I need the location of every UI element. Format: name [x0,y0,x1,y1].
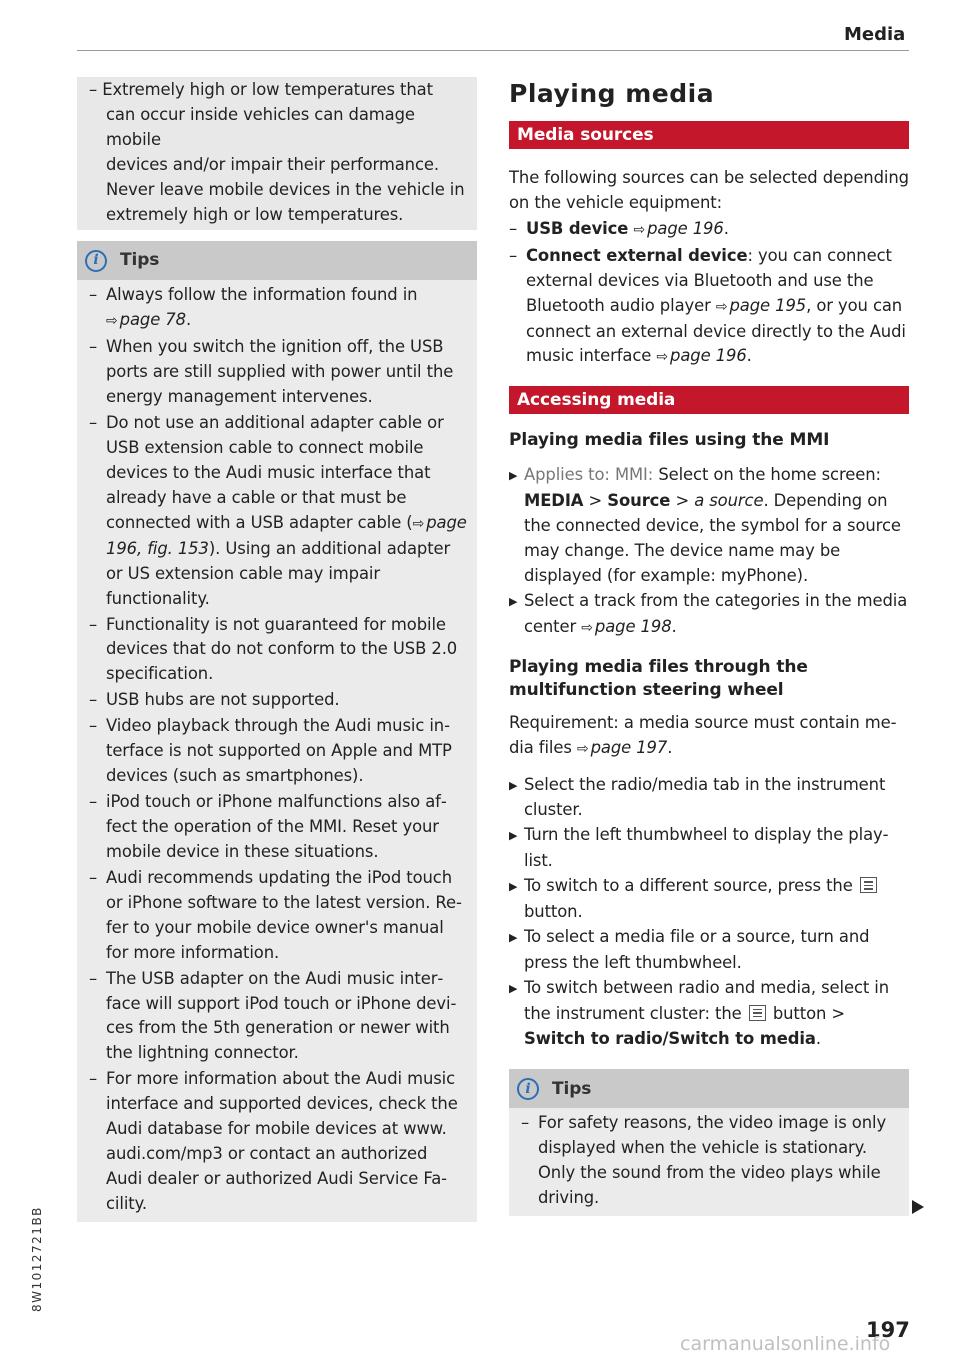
info-circle-icon: i [85,250,107,272]
note-line: Never leave mobile devices in the vehicle in [106,179,465,199]
page-reference[interactable]: ⇨ page 195 [715,295,807,315]
page-reference[interactable]: ⇨ page 196, fig. 153 [106,512,467,558]
arrow-right-outline-icon: ⇨ [412,515,425,532]
tip-item: – For safety reasons, the video image is only displayed when the vehicle is stationary. Only the sound from the video plays while driving. [521,1113,887,1208]
note-line: devices and/or impair their performance. [106,154,439,174]
tip-item: – Audi recommends updating the iPod touch or iPhone software to the latest version. Refer to your mobile device owner's manual for more information. [89,867,462,962]
arrow-right-outline-icon: ⇨ [106,313,118,330]
intro-paragraph: The following sources can be selected depending on the vehicle equipment: [509,168,909,212]
tips-label: Tips [120,250,160,271]
note-line: can occur inside vehicles can damage mobile [106,104,415,149]
triangle-bullet-icon: ▶ [509,981,518,995]
requirement-paragraph: Requirement: a media source must contain media files ⇨ page 197. [509,712,897,757]
triangle-right-icon [912,1200,924,1214]
step-item: ▶ To select a media file or a source, turn and press the left thumbwheel. [509,926,870,972]
tip-item: – For more information about the Audi music interface and supported devices, check the Audi database for mobile devices at www. audi.com/mp3 or contact an authorized Audi dealer or authorized Audi Service Facility. [89,1069,458,1213]
document-code: 8W1012721BB [30,1206,44,1312]
tips-header [509,1069,909,1108]
tips-list [509,1108,909,1216]
step-item: ▶ To switch to a different source, press the button. [509,874,909,925]
note-line: extremely high or low temperatures. [106,204,404,224]
warning-note-continuation [77,77,477,230]
step-item: ▶ Applies to: MMI: Select on the home screen: MEDIA > Source > a source. Depending on the connected device, the symbol for a source may change. The device name may be displayed (for example: myPhone). [509,465,901,585]
tip-item: – Video playback through the Audi music interface is not supported on Apple and MTP devices (such as smartphones). [89,716,452,786]
tip-item: – iPod touch or iPhone malfunctions also affect the operation of the MMI. Reset your mobile device in these situations. [89,792,447,861]
subheading-steering-wheel: Playing media files through the multifunction steering wheel [509,656,808,700]
menu-button-icon [860,877,877,893]
page-reference[interactable]: ⇨ page 197 [576,737,668,757]
section-bar-media-sources: Media sources [509,121,909,149]
subheading-mmi: Playing media files using the MMI [509,430,830,451]
info-circle-icon: i [517,1078,539,1100]
arrow-right-outline-icon: ⇨ [633,221,646,238]
chapter-title: Playing media [509,79,715,108]
arrow-right-outline-icon: ⇨ [576,740,589,757]
triangle-bullet-icon: ▶ [509,880,518,894]
tip-item: – Functionality is not guaranteed for mobile devices that do not conform to the USB 2.0 specification. [89,614,458,684]
triangle-bullet-icon: ▶ [509,469,518,483]
section-bar-accessing-media: Accessing media [509,386,909,414]
source-item-usb: – USB device ⇨ page 196. [509,218,729,238]
tips-list [77,280,477,1221]
menu-button-icon [749,1005,766,1021]
source-item-external: – Connect external device: you can connect external devices via Bluetooth and use the Bluetooth audio player ⇨ page 195, or you can connect an external device directly to the Audi music interface ⇨ page 196. [509,245,906,366]
header-divider [77,50,909,51]
tip-item: – When you switch the ignition off, the USB ports are still supplied with power until the energy management intervenes. [89,337,454,407]
arrow-right-outline-icon: ⇨ [581,619,593,636]
triangle-bullet-icon: ▶ [509,930,518,944]
page-reference[interactable]: ⇨ page 196 [633,218,724,238]
tip-item: – Do not use an additional adapter cable or USB extension cable to connect mobile devices to the Audi music interface that already have a cable or that must be connected with a USB adapter cable (⇨ page 196, fig. 153). Using an additional adapter or US extension cable may impair functionality. [89,413,467,608]
tips-box-right [509,1069,909,1216]
tip-item: – USB hubs are not supported. [89,690,340,710]
page-reference[interactable]: ⇨ page 198 [581,616,672,636]
right-column [509,77,909,1216]
tip-item: – The USB adapter on the Audi music interface will support iPod touch or iPhone devices from the 5th generation or newer with the lightning connector. [89,968,457,1063]
page-reference[interactable]: ⇨ page 196 [656,346,747,366]
arrow-right-outline-icon: ⇨ [656,349,669,366]
step-item: ▶ Turn the left thumbwheel to display the playlist. [509,825,889,871]
page-number: 197 [866,1318,910,1342]
step-item: ▶ To switch between radio and media, select in the instrument cluster: the button > Switch to radio/Switch to media. [509,977,890,1048]
triangle-bullet-icon: ▶ [509,829,518,843]
left-column [77,77,477,1222]
tip-item: – Always follow the information found in ⇨ page 78. [89,285,418,330]
tips-box [77,241,477,1221]
tips-label: Tips [552,1078,592,1099]
page-reference[interactable]: ⇨ page 78 [106,310,186,330]
watermark: carmanualsonline.info [680,1333,891,1355]
running-header: Media [844,24,906,45]
arrow-right-outline-icon: ⇨ [715,298,728,315]
tips-header [77,241,477,280]
triangle-bullet-icon: ▶ [509,594,518,608]
step-item: ▶ Select a track from the categories in the media center ⇨ page 198. [509,590,908,636]
note-line: – Extremely high or low temperatures that [89,80,433,99]
triangle-bullet-icon: ▶ [509,778,518,792]
step-item: ▶ Select the radio/media tab in the instrument cluster. [509,774,886,820]
